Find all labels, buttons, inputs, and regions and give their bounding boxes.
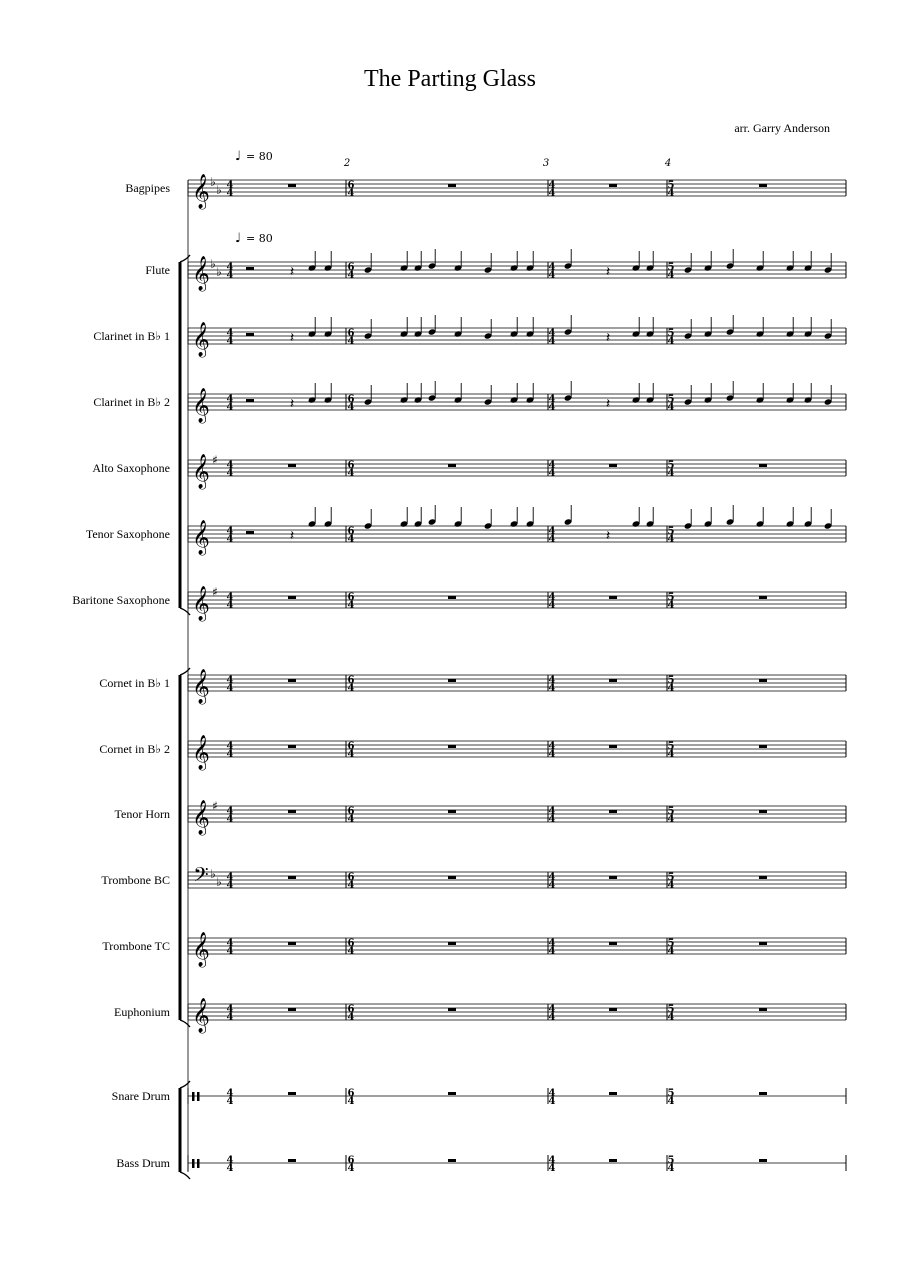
instrument-label: Bass Drum	[116, 1156, 170, 1170]
instrument-label: Cornet in B♭ 1	[99, 676, 170, 690]
time-signature-top: 4	[226, 675, 234, 686]
instrument-label: Trombone BC	[101, 873, 170, 887]
whole-rest	[448, 464, 456, 467]
bracket-end	[180, 668, 190, 675]
time-signature-top: 4	[548, 526, 556, 537]
time-signature-top: 6	[347, 394, 355, 405]
time-signature-bottom: 4	[548, 270, 556, 281]
staff-3	[188, 381, 846, 410]
half-rest	[246, 399, 254, 402]
half-rest	[246, 267, 254, 270]
time-signature-bottom: 4	[667, 880, 675, 891]
time-signature-bottom: 4	[347, 1012, 355, 1023]
time-signature-bottom: 4	[226, 468, 234, 479]
time-signature-top: 6	[347, 1155, 355, 1166]
time-signature-bottom: 4	[347, 600, 355, 611]
time-signature-top: 4	[548, 180, 556, 191]
time-signature-top: 4	[226, 872, 234, 883]
time-signature-bottom: 4	[226, 600, 234, 611]
whole-rest	[609, 1008, 617, 1011]
whole-rest	[288, 1092, 296, 1095]
time-signature-bottom: 4	[548, 402, 556, 413]
time-signature-top: 4	[226, 741, 234, 752]
instrument-label: Flute	[145, 263, 170, 277]
time-signature-top: 5	[667, 262, 675, 273]
bracket-end	[180, 1020, 190, 1027]
whole-rest	[288, 745, 296, 748]
time-signature-top: 5	[667, 1155, 675, 1166]
instrument-label: Euphonium	[114, 1005, 170, 1019]
time-signature-top: 4	[226, 180, 234, 191]
time-signature-bottom: 4	[226, 946, 234, 957]
whole-rest	[609, 1159, 617, 1162]
time-signature-top: 4	[226, 262, 234, 273]
instrument-label: Tenor Saxophone	[85, 527, 170, 541]
measure-number: 4	[664, 158, 672, 169]
time-signature-bottom: 4	[226, 534, 234, 545]
time-signature-top: 4	[226, 938, 234, 949]
instrument-label: Snare Drum	[111, 1089, 170, 1103]
time-signature-bottom: 4	[226, 814, 234, 825]
treble-clef-icon: 𝄞	[192, 174, 210, 209]
flat-icon: ♭	[216, 265, 222, 279]
time-signature-top: 6	[347, 806, 355, 817]
whole-rest	[448, 1159, 456, 1162]
staff-6	[188, 592, 846, 608]
time-signature-bottom: 4	[667, 336, 675, 347]
whole-rest	[759, 1008, 767, 1011]
time-signature-top: 4	[226, 1155, 234, 1166]
time-signature-bottom: 4	[347, 814, 355, 825]
bracket-end	[180, 255, 190, 262]
flat-icon: ♭	[210, 867, 216, 881]
time-signature-top: 4	[548, 872, 556, 883]
time-signature-bottom: 4	[548, 468, 556, 479]
time-signature-bottom: 4	[667, 1163, 675, 1174]
whole-rest	[609, 1092, 617, 1095]
whole-rest	[288, 679, 296, 682]
instrument-label: Baritone Saxophone	[72, 593, 170, 607]
measure-number: 3	[542, 158, 550, 169]
time-signature-bottom: 4	[548, 534, 556, 545]
time-signature-top: 4	[548, 328, 556, 339]
quarter-rest: 𝄽	[289, 528, 295, 544]
time-signature-bottom: 4	[347, 749, 355, 760]
quarter-rest: 𝄽	[289, 264, 295, 280]
instrument-label: Alto Saxophone	[92, 461, 170, 475]
treble-clef-icon: 𝄞	[192, 388, 210, 423]
whole-rest	[759, 464, 767, 467]
treble-clef-icon: 𝄞	[192, 454, 210, 489]
percussion-clef-icon	[197, 1092, 200, 1101]
instrument-label: Clarinet in B♭ 1	[93, 329, 170, 343]
time-signature-top: 5	[667, 328, 675, 339]
time-signature-bottom: 4	[667, 534, 675, 545]
page-title: The Parting Glass	[364, 66, 536, 92]
time-signature-bottom: 4	[226, 1012, 234, 1023]
whole-rest	[609, 876, 617, 879]
staff-9	[188, 806, 846, 822]
tempo-mark-bagpipes: = 80	[246, 150, 273, 163]
time-signature-bottom: 4	[548, 188, 556, 199]
whole-rest	[448, 876, 456, 879]
sharp-icon: ♯	[212, 585, 218, 599]
time-signature-top: 4	[548, 262, 556, 273]
whole-rest	[448, 810, 456, 813]
time-signature-top: 4	[548, 460, 556, 471]
whole-rest	[448, 679, 456, 682]
time-signature-top: 6	[347, 262, 355, 273]
time-signature-top: 4	[548, 1155, 556, 1166]
instrument-label: Tenor Horn	[114, 807, 170, 821]
time-signature-bottom: 4	[347, 534, 355, 545]
whole-rest	[288, 810, 296, 813]
time-signature-bottom: 4	[667, 270, 675, 281]
staff-13	[188, 1088, 846, 1104]
time-signature-bottom: 4	[347, 468, 355, 479]
whole-rest	[288, 876, 296, 879]
staff-8	[188, 741, 846, 757]
treble-clef-icon: 𝄞	[192, 669, 210, 704]
time-signature-top: 5	[667, 526, 675, 537]
time-signature-top: 4	[548, 806, 556, 817]
quarter-note-icon: ♩	[234, 149, 242, 164]
whole-rest	[609, 596, 617, 599]
quarter-rest: 𝄽	[605, 264, 611, 280]
treble-clef-icon: 𝄞	[192, 735, 210, 770]
whole-rest	[288, 1008, 296, 1011]
time-signature-bottom: 4	[226, 880, 234, 891]
time-signature-bottom: 4	[667, 468, 675, 479]
time-signature-top: 5	[667, 675, 675, 686]
staff-2	[188, 315, 846, 344]
time-signature-bottom: 4	[667, 1012, 675, 1023]
time-signature-bottom: 4	[347, 188, 355, 199]
treble-clef-icon: 𝄞	[192, 520, 210, 555]
whole-rest	[759, 810, 767, 813]
time-signature-top: 6	[347, 526, 355, 537]
whole-rest	[759, 1092, 767, 1095]
time-signature-bottom: 4	[226, 1096, 234, 1107]
time-signature-bottom: 4	[548, 880, 556, 891]
time-signature-top: 4	[548, 1088, 556, 1099]
time-signature-bottom: 4	[548, 749, 556, 760]
staff-14	[188, 1155, 846, 1171]
half-rest	[246, 531, 254, 534]
time-signature-bottom: 4	[226, 336, 234, 347]
time-signature-top: 6	[347, 180, 355, 191]
time-signature-bottom: 4	[667, 946, 675, 957]
whole-rest	[609, 810, 617, 813]
time-signature-bottom: 4	[667, 600, 675, 611]
bracket-end	[180, 1081, 190, 1088]
whole-rest	[288, 464, 296, 467]
treble-clef-icon: 𝄞	[192, 998, 210, 1033]
staff-0	[188, 180, 846, 196]
treble-clef-icon: 𝄞	[192, 800, 210, 835]
instrument-label: Trombone TC	[102, 939, 170, 953]
whole-rest	[759, 679, 767, 682]
brass-bracket	[180, 668, 190, 1027]
whole-rest	[609, 745, 617, 748]
bass-clef-icon: 𝄢	[193, 863, 209, 891]
time-signature-bottom: 4	[347, 402, 355, 413]
whole-rest	[759, 596, 767, 599]
time-signature-bottom: 4	[548, 1012, 556, 1023]
staff-4	[188, 460, 846, 476]
flat-icon: ♭	[210, 175, 216, 189]
whole-rest	[609, 942, 617, 945]
whole-rest	[288, 942, 296, 945]
time-signature-top: 6	[347, 872, 355, 883]
time-signature-bottom: 4	[226, 1163, 234, 1174]
time-signature-top: 4	[226, 460, 234, 471]
time-signature-bottom: 4	[347, 336, 355, 347]
time-signature-bottom: 4	[548, 814, 556, 825]
quarter-note-icon: ♩	[234, 231, 242, 246]
time-signature-top: 4	[226, 592, 234, 603]
time-signature-bottom: 4	[226, 188, 234, 199]
instrument-label: Cornet in B♭ 2	[99, 742, 170, 756]
time-signature-top: 5	[667, 872, 675, 883]
percussion-clef-icon	[192, 1092, 195, 1101]
time-signature-bottom: 4	[548, 600, 556, 611]
treble-clef-icon: 𝄞	[192, 586, 210, 621]
woodwind-bracket	[180, 255, 190, 615]
bracket-end	[180, 1172, 190, 1179]
whole-rest	[609, 184, 617, 187]
treble-clef-icon: 𝄞	[192, 256, 210, 291]
time-signature-bottom: 4	[226, 683, 234, 694]
time-signature-bottom: 4	[347, 946, 355, 957]
whole-rest	[759, 184, 767, 187]
time-signature-bottom: 4	[226, 270, 234, 281]
whole-rest	[759, 745, 767, 748]
quarter-rest: 𝄽	[605, 396, 611, 412]
time-signature-top: 5	[667, 180, 675, 191]
time-signature-bottom: 4	[347, 683, 355, 694]
treble-clef-icon: 𝄞	[192, 932, 210, 967]
staff-11	[188, 938, 846, 954]
time-signature-top: 4	[548, 741, 556, 752]
staff-5	[188, 505, 846, 542]
flat-icon: ♭	[216, 875, 222, 889]
whole-rest	[288, 596, 296, 599]
treble-clef-icon: 𝄞	[192, 322, 210, 357]
time-signature-top: 4	[226, 328, 234, 339]
time-signature-top: 4	[548, 592, 556, 603]
staff-7	[188, 675, 846, 691]
time-signature-top: 4	[226, 806, 234, 817]
time-signature-top: 4	[548, 1004, 556, 1015]
half-rest	[246, 333, 254, 336]
time-signature-bottom: 4	[548, 683, 556, 694]
quarter-rest: 𝄽	[289, 330, 295, 346]
whole-rest	[288, 184, 296, 187]
time-signature-bottom: 4	[667, 188, 675, 199]
staff-10	[188, 872, 846, 888]
time-signature-top: 6	[347, 460, 355, 471]
whole-rest	[288, 1159, 296, 1162]
time-signature-top: 4	[548, 938, 556, 949]
whole-rest	[759, 876, 767, 879]
time-signature-bottom: 4	[548, 946, 556, 957]
time-signature-bottom: 4	[226, 749, 234, 760]
whole-rest	[609, 679, 617, 682]
time-signature-bottom: 4	[667, 683, 675, 694]
time-signature-bottom: 4	[548, 1163, 556, 1174]
time-signature-top: 5	[667, 460, 675, 471]
time-signature-bottom: 4	[347, 1096, 355, 1107]
time-signature-top: 5	[667, 1004, 675, 1015]
whole-rest	[609, 464, 617, 467]
time-signature-top: 5	[667, 394, 675, 405]
time-signature-top: 6	[347, 938, 355, 949]
time-signature-bottom: 4	[347, 270, 355, 281]
time-signature-bottom: 4	[548, 1096, 556, 1107]
whole-rest	[448, 184, 456, 187]
quarter-rest: 𝄽	[605, 330, 611, 346]
sharp-icon: ♯	[212, 453, 218, 467]
instrument-label: Bagpipes	[125, 181, 170, 195]
time-signature-bottom: 4	[667, 749, 675, 760]
whole-rest	[448, 596, 456, 599]
time-signature-bottom: 4	[548, 336, 556, 347]
time-signature-top: 5	[667, 592, 675, 603]
whole-rest	[448, 1092, 456, 1095]
staff-1	[188, 249, 846, 278]
time-signature-top: 6	[347, 592, 355, 603]
quarter-rest: 𝄽	[605, 528, 611, 544]
time-signature-top: 6	[347, 328, 355, 339]
whole-rest	[448, 745, 456, 748]
whole-rest	[759, 1159, 767, 1162]
time-signature-top: 5	[667, 806, 675, 817]
arranger-credit: arr. Garry Anderson	[734, 121, 830, 135]
quarter-rest: 𝄽	[289, 396, 295, 412]
time-signature-top: 4	[226, 1088, 234, 1099]
time-signature-bottom: 4	[667, 402, 675, 413]
time-signature-bottom: 4	[667, 1096, 675, 1107]
time-signature-top: 4	[226, 394, 234, 405]
time-signature-top: 4	[226, 526, 234, 537]
whole-rest	[759, 942, 767, 945]
flat-icon: ♭	[210, 257, 216, 271]
time-signature-bottom: 4	[667, 814, 675, 825]
sharp-icon: ♯	[212, 799, 218, 813]
time-signature-top: 6	[347, 1088, 355, 1099]
time-signature-top: 6	[347, 741, 355, 752]
time-signature-top: 4	[548, 675, 556, 686]
percussion-clef-icon	[197, 1159, 200, 1168]
time-signature-top: 6	[347, 1004, 355, 1015]
time-signature-bottom: 4	[347, 880, 355, 891]
time-signature-bottom: 4	[226, 402, 234, 413]
instrument-label: Clarinet in B♭ 2	[93, 395, 170, 409]
whole-rest	[448, 1008, 456, 1011]
whole-rest	[448, 942, 456, 945]
time-signature-top: 5	[667, 938, 675, 949]
time-signature-bottom: 4	[347, 1163, 355, 1174]
time-signature-top: 6	[347, 675, 355, 686]
time-signature-top: 4	[226, 1004, 234, 1015]
percussion-clef-icon	[192, 1159, 195, 1168]
measure-number: 2	[343, 158, 351, 169]
tempo-mark-flute: = 80	[246, 232, 273, 245]
time-signature-top: 4	[548, 394, 556, 405]
flat-icon: ♭	[216, 183, 222, 197]
time-signature-top: 5	[667, 1088, 675, 1099]
time-signature-top: 5	[667, 741, 675, 752]
bracket-end	[180, 608, 190, 615]
staff-12	[188, 1004, 846, 1020]
